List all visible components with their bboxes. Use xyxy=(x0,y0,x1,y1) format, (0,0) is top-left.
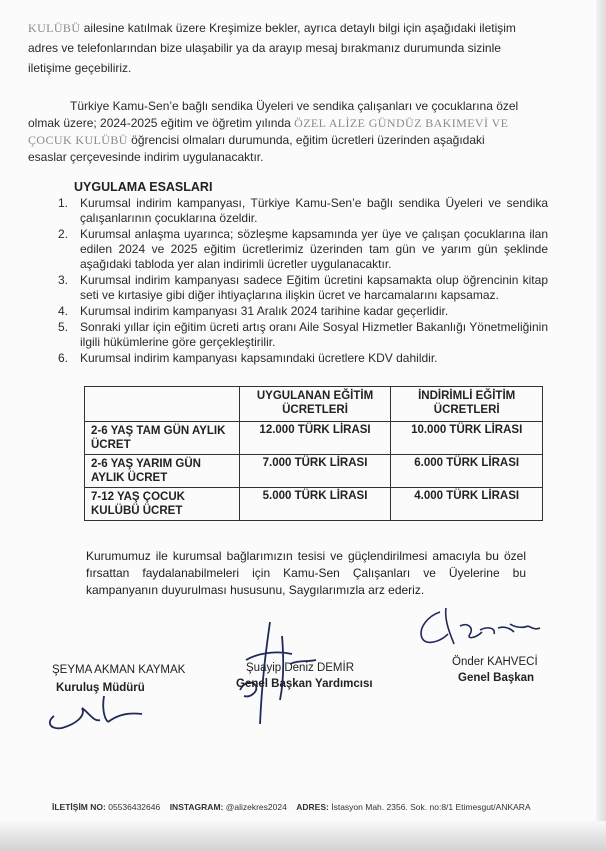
signatory-title-2: Genel Başkan Yardımcısı xyxy=(236,678,373,690)
signature-genel-baskan-yardimcisi xyxy=(226,620,326,730)
para2-line-3 xyxy=(28,132,485,148)
signatory-name-2: Şuayip Deniz DEMİR xyxy=(246,662,355,674)
paper-bottom-shadow xyxy=(0,821,606,851)
school-name-part-2: ÇOCUK KULÜBÜ xyxy=(28,133,128,147)
para2-line-2 xyxy=(28,115,508,131)
list-item-text: Sonraki yıllar için eğitim ücreti artış oranı Aile Sosyal Hizmetler Bakanlığı Yönetmeliğinin ilgili hükümlerine göre gerçekleştirilir. xyxy=(80,320,548,349)
list-item-text: Kurumsal indirim kampanyası 31 Aralık 2024 tarihine kadar geçerlidir. xyxy=(80,304,449,318)
signatory-title-3: Genel Başkan xyxy=(458,672,535,684)
footer-instagram-label: INSTAGRAM: xyxy=(169,802,224,812)
table-row xyxy=(85,488,543,521)
footer-instagram: @alizekres2024 xyxy=(225,802,287,812)
school-name-part-1: ÖZEL ALİZE GÜNDÜZ BAKIMEVİ VE xyxy=(294,116,509,130)
signature-kurulus-muduru xyxy=(42,688,152,734)
list-item-text: Kurumsal indirim kampanyası kapsamındaki ücretlere KDV dahildir. xyxy=(80,351,438,365)
intro-line-1-text: ailesine katılmak üzere Kreşimize bekler, ayrıca detaylı bilgi için aşağıdaki iletişim xyxy=(80,21,516,35)
list-item-number: 5. xyxy=(58,320,69,334)
intro-line-3: iletişime geçebiliriz. xyxy=(28,61,132,75)
intro-line-1 xyxy=(28,20,516,36)
signatory-title-1: Kuruluş Müdürü xyxy=(56,682,145,694)
principles-list xyxy=(58,196,548,367)
signatory-name-1: ŞEYMA AKMAN KAYMAK xyxy=(52,664,186,676)
list-item xyxy=(58,196,548,226)
closing-paragraph: Kurumumuz ile kurumsal bağlarımızın tesisi ve güçlendirilmesi amacıyla bu özel fırsattan faydalanabilmeleri için Kamu-Sen Çalışanları ve Üyelerine bu kampanyanın duyurulması hususunu, Saygılarımızla arz ederiz. xyxy=(86,549,526,597)
list-item-number: 4. xyxy=(58,304,69,318)
footer-phone: 05536432646 xyxy=(108,802,161,812)
footer-address: İstasyon Mah. 2356. Sok. no:8/1 Etimesgut/ANKARA xyxy=(331,802,531,812)
row-label: 2-6 YAŞ YARIM GÜN AYLIK ÜCRET xyxy=(85,455,240,488)
table-header-row xyxy=(85,387,543,422)
intro-line-2: adres ve telefonlarından bize ulaşabilir ya da arayıp mesaj bırakmanız durumunda sizinle xyxy=(28,41,501,55)
list-item xyxy=(58,304,548,319)
list-item xyxy=(58,227,548,272)
list-item-number: 3. xyxy=(58,273,69,287)
list-item-number: 2. xyxy=(58,227,69,241)
applied-fee: 5.000 TÜRK LİRASI xyxy=(239,488,391,521)
paper-edge-shadow xyxy=(596,0,606,851)
para2-line-3-text: öğrencisi olmaları durumunda, eğitim ücretleri üzerinden aşağıdaki xyxy=(127,133,485,147)
footer-contact xyxy=(52,802,531,812)
discounted-fee: 6.000 TÜRK LİRASI xyxy=(391,455,543,488)
list-item-number: 1. xyxy=(58,196,69,210)
section-title: UYGULAMA ESASLARI xyxy=(74,180,213,194)
row-label: 2-6 YAŞ TAM GÜN AYLIK ÜCRET xyxy=(85,422,240,455)
applied-fee: 7.000 TÜRK LİRASI xyxy=(239,455,391,488)
table-header-applied: UYGULANAN EĞİTİM ÜCRETLERİ xyxy=(239,387,391,422)
table-header-discounted: İNDİRİMLİ EĞİTİM ÜCRETLERİ xyxy=(391,387,543,422)
intro-school-fragment: KULÜBÜ xyxy=(28,21,81,35)
list-item xyxy=(58,351,548,366)
para2-line-4: esaslar çerçevesinde indirim uygulanacaktır. xyxy=(28,150,264,164)
footer-phone-label: İLETİŞİM NO: xyxy=(52,802,106,812)
row-label: 7-12 YAŞ ÇOCUK KULÜBÜ ÜCRET xyxy=(85,488,240,521)
table-row xyxy=(85,422,543,455)
fee-table xyxy=(84,386,543,521)
table-row xyxy=(85,455,543,488)
list-item xyxy=(58,320,548,350)
applied-fee: 12.000 TÜRK LİRASI xyxy=(239,422,391,455)
list-item xyxy=(58,273,548,303)
list-item-text: Kurumsal indirim kampanyası sadece Eğitim ücretini kapsamakta olup öğrencinin kitap seti ve kırtasiye gibi diğer ihtiyaçlarına ilişkin ücret ve harcamalarını kapsamaz. xyxy=(80,273,548,302)
list-item-text: Kurumsal indirim kampanyası, Türkiye Kamu-Sen’e bağlı sendika Üyeleri ve sendika çalışanlarının çocuklarına özeldir. xyxy=(80,196,548,225)
para2-line-2-text: olmak üzere; 2024-2025 eğitim ve öğretim yılında xyxy=(28,116,295,130)
discounted-fee: 4.000 TÜRK LİRASI xyxy=(391,488,543,521)
signature-genel-baskan xyxy=(410,598,560,658)
list-item-number: 6. xyxy=(58,351,69,365)
table-header-empty xyxy=(85,387,240,422)
footer-address-label: ADRES: xyxy=(296,802,329,812)
discounted-fee: 10.000 TÜRK LİRASI xyxy=(391,422,543,455)
para2-line-1: Türkiye Kamu-Sen’e bağlı sendika Üyeleri ve sendika çalışanları ve çocuklarına özel xyxy=(70,99,519,113)
list-item-text: Kurumsal anlaşma uyarınca; sözleşme kapsamında yer üye ve çalışan çocuklarına ilan edilen 2024 ve 2025 eğitim ücretlerimiz üzerinden tam gün ve yarım gün şeklinde aşağıdaki tabloda yer alan indirimli ücretler uygulanacaktır. xyxy=(80,227,548,271)
signatory-name-3: Önder KAHVECİ xyxy=(452,656,538,668)
